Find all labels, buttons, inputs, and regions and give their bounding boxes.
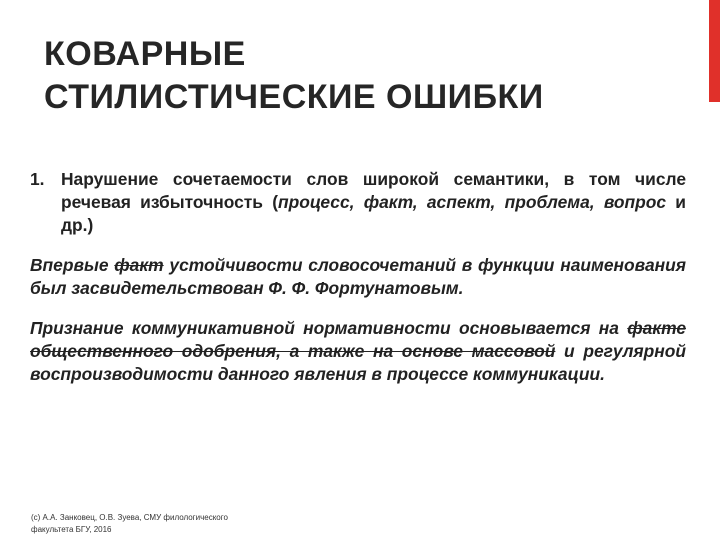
footer-line-1: (с) А.А. Занковец, О.В. Зуева, СМУ филологического (31, 513, 228, 522)
title-line-2: СТИЛИСТИЧЕСКИЕ ОШИБКИ (44, 78, 544, 116)
numbered-list-item (30, 168, 686, 237)
example-paragraph-2 (30, 317, 686, 386)
list-item-number: 1. (30, 169, 45, 189)
list-item-text: Нарушение сочетаемости слов широкой семантики, в том числе речевая избыточность ( (61, 169, 686, 212)
paragraph2-before: Признание коммуникативной нормативности основывается на (30, 318, 628, 338)
example-paragraph-1 (30, 254, 686, 300)
title-line-1: КОВАРНЫЕ (44, 35, 246, 73)
paragraph2-after: и регулярной воспроизводимости данного явления в процессе коммуникации. (30, 341, 686, 384)
slide-title (44, 33, 684, 119)
paragraph1-struck-word: факт (114, 255, 164, 275)
footer-credits (31, 512, 331, 536)
paragraph2-struck-phrase: факте общественного одобрения, а также на основе массовой (30, 318, 686, 361)
list-item-examples: процесс, факт, аспект, проблема, вопрос (277, 192, 667, 212)
paragraph1-before: Впервые (30, 255, 115, 275)
slide-content (30, 168, 686, 403)
list-item-suffix: и др.) (61, 192, 686, 235)
paragraph1-after: устойчивости словосочетаний в функции наименования был засвидетельствован Ф. Ф. Фортунатовым. (30, 255, 686, 298)
footer-line-2: факультета БГУ, 2016 (31, 525, 112, 534)
accent-bar (709, 0, 720, 102)
